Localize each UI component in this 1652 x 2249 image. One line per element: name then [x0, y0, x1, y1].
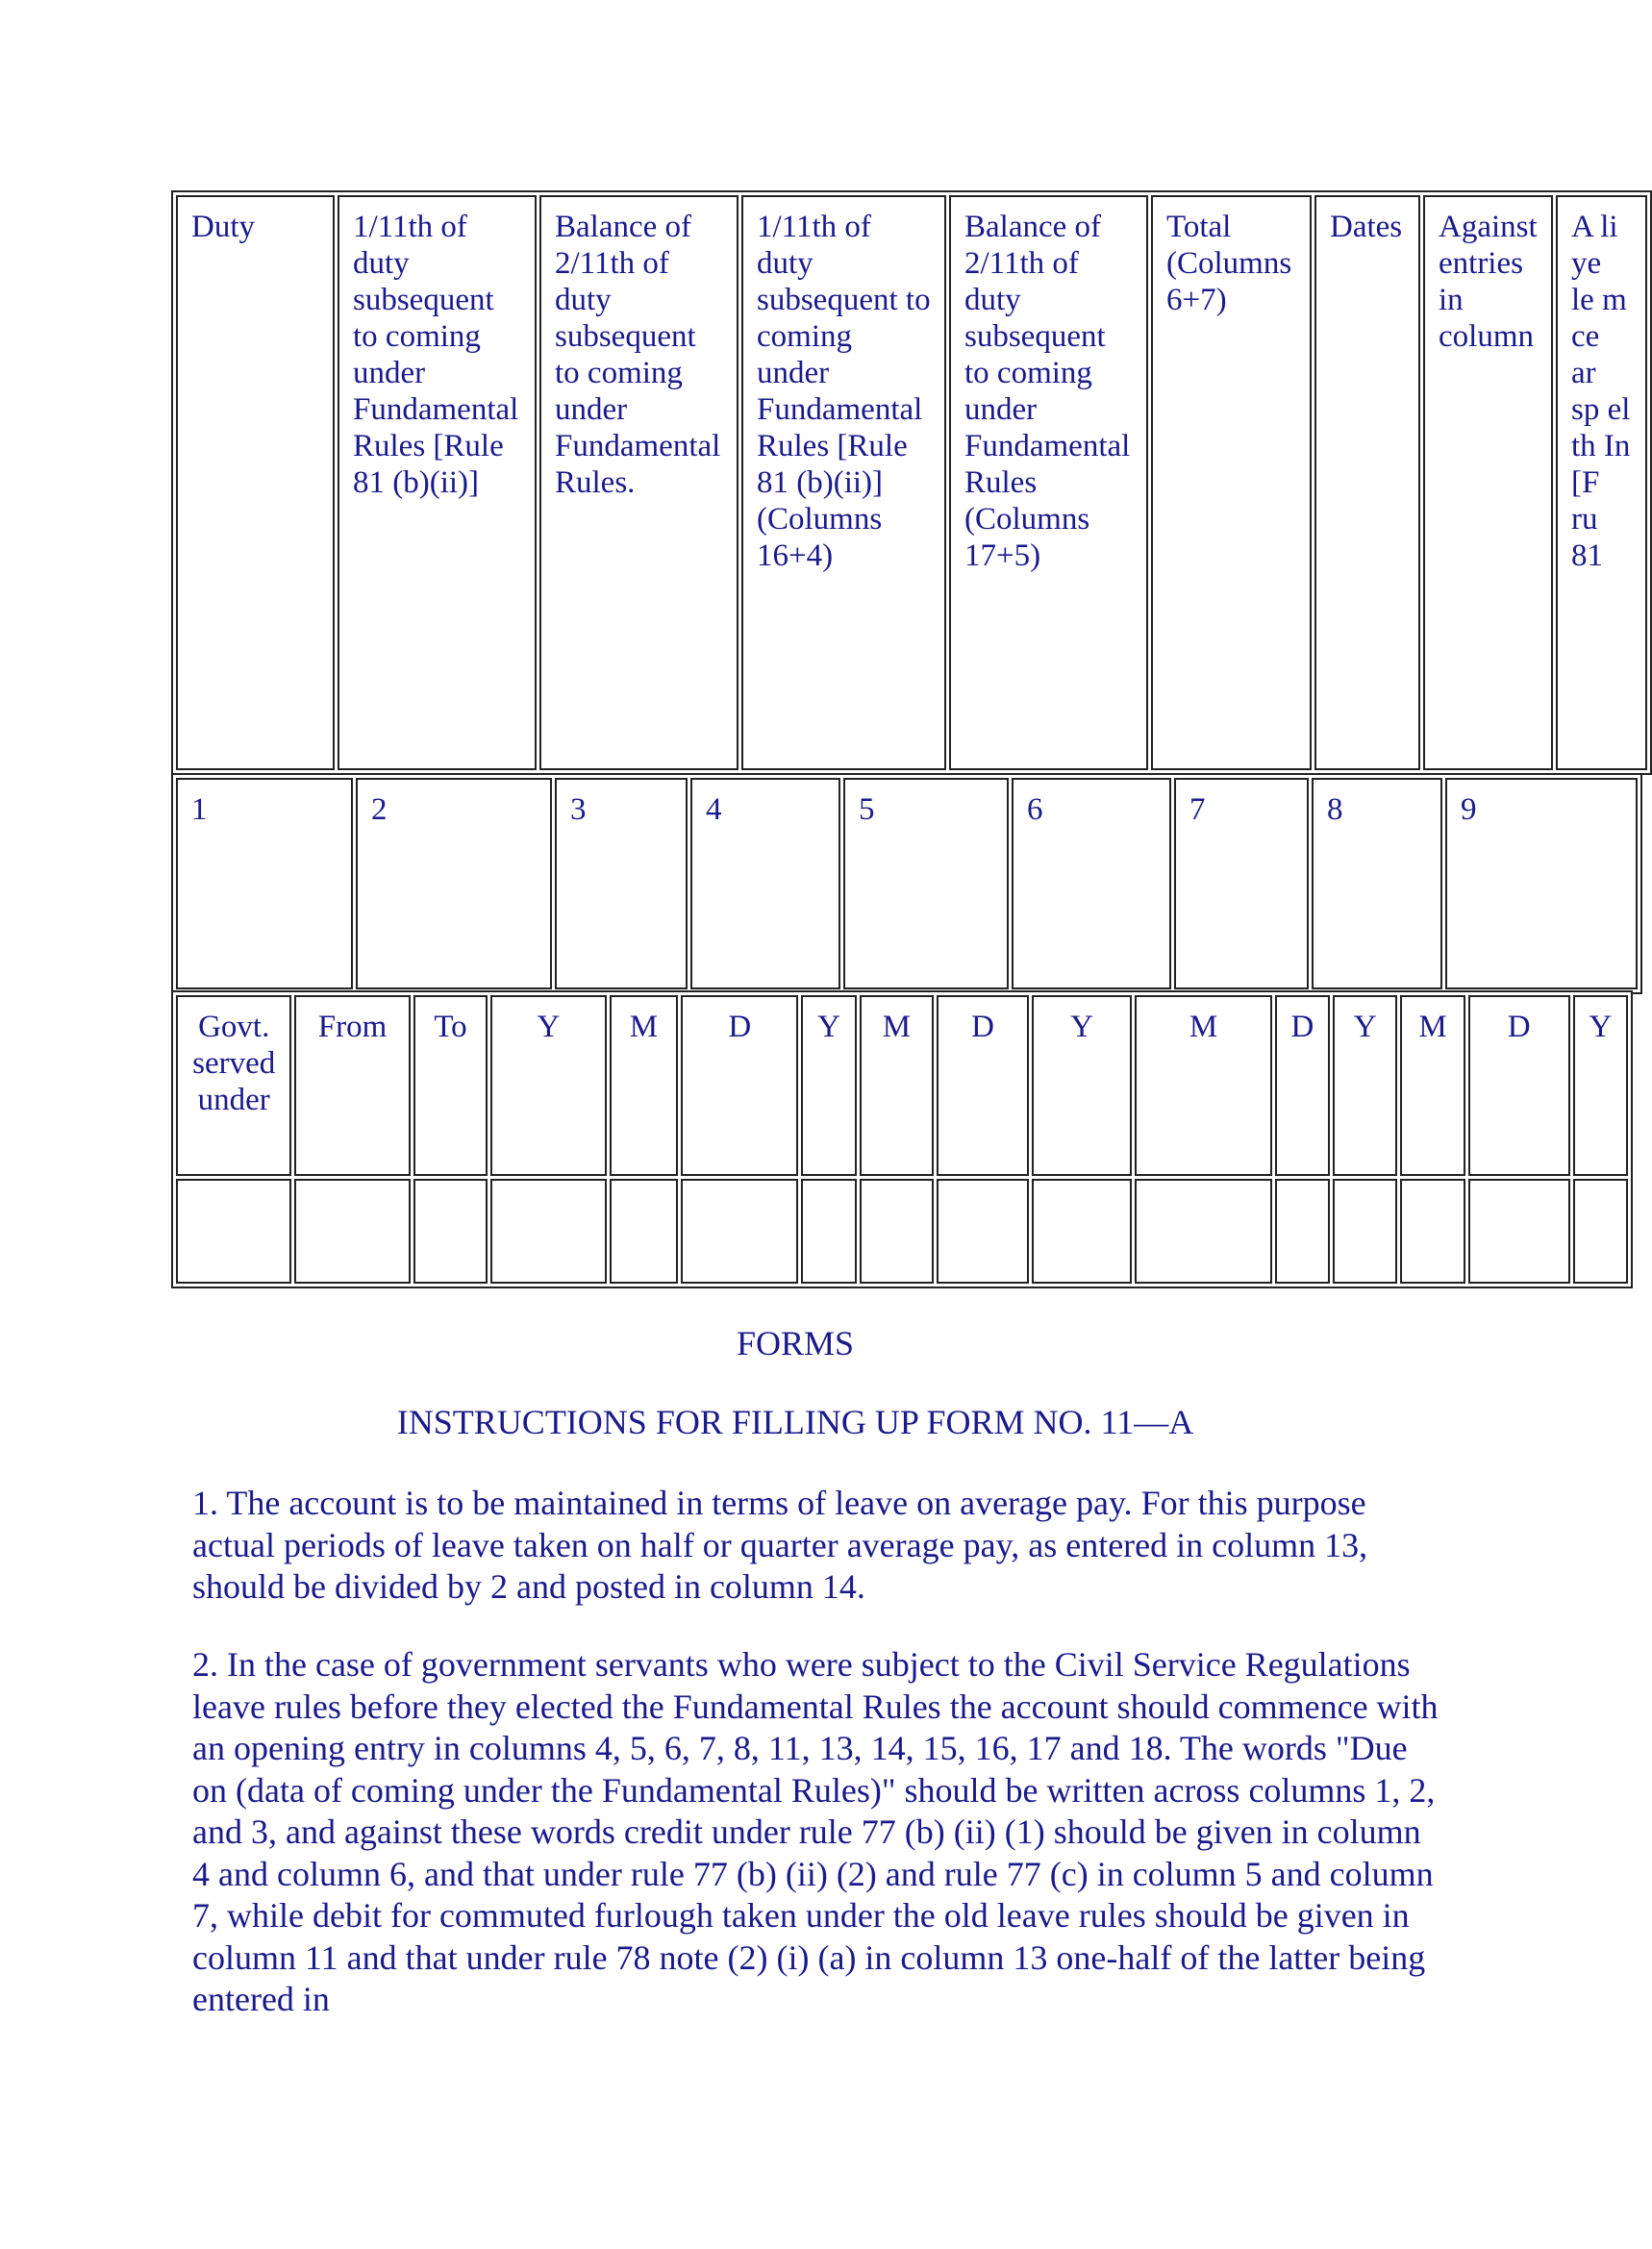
- blank-cell: [490, 1179, 606, 1284]
- header-cell-truncated: A li ye le m ce ar sp el th In [F ru 81: [1556, 195, 1647, 770]
- column-number: 4: [690, 778, 840, 989]
- ymd-cell: M: [1135, 995, 1272, 1176]
- ymd-cell: D: [937, 995, 1029, 1176]
- ymd-cell: Y: [1573, 995, 1628, 1176]
- blank-cell: [1573, 1179, 1628, 1284]
- ymd-cell: D: [681, 995, 798, 1176]
- ymd-cell: Y: [1032, 995, 1132, 1176]
- header-cell-dates: Dates: [1314, 195, 1420, 770]
- blank-cell: [1135, 1179, 1272, 1284]
- column-number: 8: [1312, 778, 1442, 989]
- blank-cell: [610, 1179, 678, 1284]
- blank-cell: [294, 1179, 410, 1284]
- column-number: 7: [1174, 778, 1309, 989]
- blank-cell: [1032, 1179, 1132, 1284]
- blank-cell: [937, 1179, 1029, 1284]
- column-number: 1: [176, 778, 353, 989]
- header-row: [176, 195, 1647, 770]
- ymd-cell: D: [1468, 995, 1570, 1176]
- blank-cell: [801, 1179, 856, 1284]
- header-cell-col2: 1/11th of duty subsequent to coming under Fundamental Rules [Rule 81 (b)(ii)]: [338, 195, 537, 770]
- header-cell-col5: Balance of 2/11th of duty subsequent to coming under Fundamental Rules (Columns 17+5): [949, 195, 1148, 770]
- instructions-heading: INSTRUCTIONS FOR FILLING UP FORM NO. 11—A: [396, 1403, 1194, 1441]
- header-cell-total: Total (Columns 6+7): [1151, 195, 1312, 770]
- blank-cell: [1333, 1179, 1397, 1284]
- leave-account-header-table: [171, 190, 1652, 775]
- header-cell-against: Against entries in column: [1423, 195, 1553, 770]
- header-cell-duty: Duty: [176, 195, 335, 770]
- ymd-cell-from: From: [294, 995, 410, 1176]
- ymd-cell: M: [610, 995, 678, 1176]
- column-number: 3: [555, 778, 688, 989]
- ymd-cell: Y: [490, 995, 606, 1176]
- ymd-table: [171, 990, 1633, 1288]
- ymd-cell: M: [860, 995, 935, 1176]
- blank-cell: [1275, 1179, 1330, 1284]
- blank-cell: [1468, 1179, 1570, 1284]
- forms-heading: FORMS: [736, 1324, 855, 1362]
- column-number: 9: [1445, 778, 1638, 989]
- ymd-blank-row: [176, 1179, 1628, 1284]
- column-number: 6: [1012, 778, 1171, 989]
- column-number: 2: [356, 778, 552, 989]
- blank-cell: [681, 1179, 798, 1284]
- header-cell-col4: 1/11th of duty subsequent to coming under Fundamental Rules [Rule 81 (b)(ii)] (Columns 16+4): [741, 195, 946, 770]
- ymd-cell: Y: [1333, 995, 1397, 1176]
- ymd-cell: Y: [801, 995, 856, 1176]
- ymd-cell: M: [1400, 995, 1464, 1176]
- header-cell-col3: Balance of 2/11th of duty subsequent to coming under Fundamental Rules.: [539, 195, 738, 770]
- instruction-paragraph-2: 2. In the case of government servants who were subject to the Civil Service Regulations leave rules before they elected the Fundamental Rules the account should commence with an opening entry in columns 4, 5, 6, 7, 8, 11, 13, 14, 15, 16, 17 and 18. The words "Due on (data of coming under the Fundamental Rules)" should be written across columns 1, 2, and 3, and against these words credit under rule 77 (b) (ii) (1) should be given in column 4 and column 6, and that under rule 77 (b) (ii) (2) and rule 77 (c) in column 5 and column 7, while debit for commuted furlough taken under the old leave rules should be given in column 11 and that under rule 78 note (2) (i) (a) in column 13 one-half of the latter being entered in: [192, 1645, 1439, 2018]
- ymd-cell-to: To: [413, 995, 488, 1176]
- ymd-header-row: [176, 995, 1628, 1176]
- column-number: 5: [843, 778, 1009, 989]
- column-number-row: [176, 778, 1638, 989]
- ymd-cell: D: [1275, 995, 1330, 1176]
- blank-cell: [1400, 1179, 1464, 1284]
- blank-cell: [860, 1179, 935, 1284]
- ymd-cell-govt: Govt. served under: [176, 995, 291, 1176]
- blank-cell: [413, 1179, 488, 1284]
- blank-cell: [176, 1179, 291, 1284]
- column-number-table: [171, 773, 1642, 994]
- instruction-paragraph-1: 1. The account is to be maintained in terms of leave on average pay. For this purpose actual periods of leave taken on half or quarter average pay, as entered in column 13, should be divided by 2 and posted in column 14.: [192, 1484, 1368, 1606]
